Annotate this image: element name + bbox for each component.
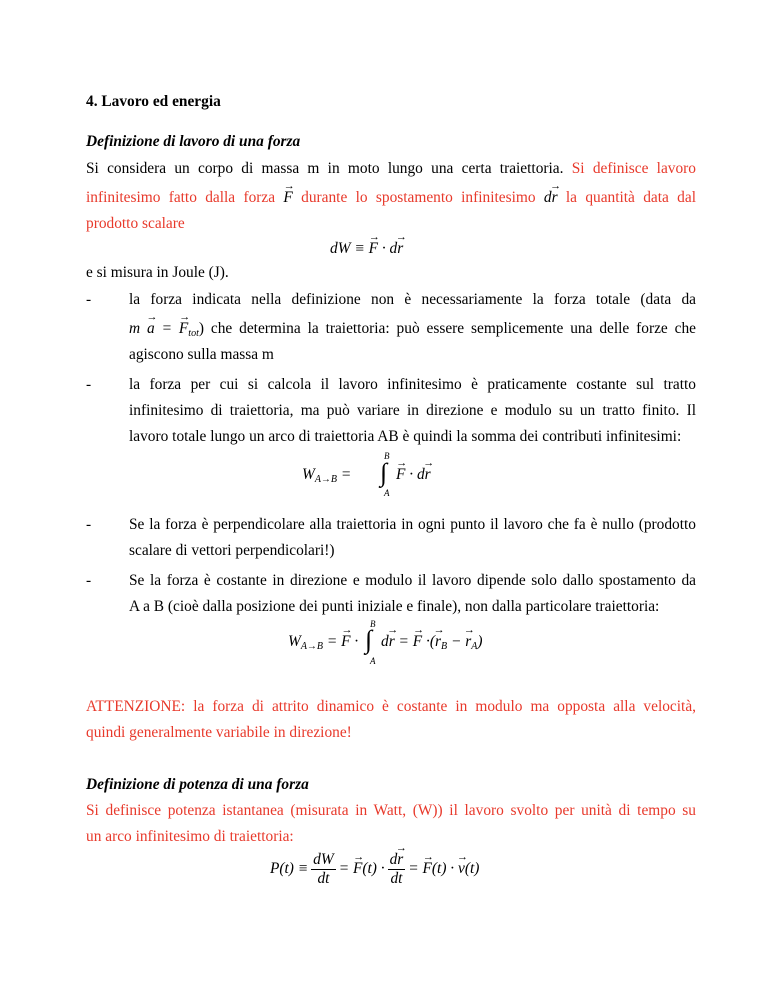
section-title: 4. Lavoro ed energia xyxy=(86,93,221,110)
bullet-2-line2: infinitesimo di traiettoria, ma può variare in direzione e modulo su un tratto finito. Il xyxy=(129,402,696,419)
lavoro-intro-line3: prodotto scalare xyxy=(86,215,185,232)
potenza-line1: Si definisce potenza istantanea (misurata in Watt, (W)) il lavoro svolto per unità di tempo su xyxy=(86,802,696,819)
bullet-4-line2: A a B (cioè dalla posizione dei punti iniziale e finale), non dalla particolare traiettoria: xyxy=(129,598,660,615)
document-page: 4. Lavoro ed energia Definizione di lavoro di una forza Si considera un corpo di massa m in moto lungo una certa traiettoria. Si definisce lavoro infinitesimo fatto dalla forza → F durante lo spostamento infinitesimo d→ r la quantità data dal prodotto scalare dW ≡ → F · d→ r e si misura in Joule (J). - la forza indicata nella definizione non è necessariamente la forza totale (data da m → a = → $F_{tot}$) che determina la traiettoria: può essere semplicemente una delle forze che agiscono sulla massa m - la forza per cui si calcola il lavoro infinitesimo è praticamente costante sul tratto infinitesimo di traiettoria, ma può variare in direzione e modulo su un tratto finito. Il lavoro totale lungo un arco di traiettoria AB è quindi la somma dei contributi infinitesimi: $W_{A\to B}$ = B ∫ A → F · d→ r - Se la forza è perpendicolare alla traiettoria in ogni punto il lavoro che fa è nullo (prodotto scalare di vettori perpendicolari!) - Se la forza è costante in direzione e modulo il lavoro dipende solo dallo spostamento da A a B (cioè dalla posizione dei punti iniziale e finale), non dalla particolare traiettoria: $W_{A\to B}$ = → F · B ∫ A d→ r = → F ·(→ $r_B$ − → $r_A$) ATTENZIONE: la forza di attrito dinamico è costante in modulo ma opposta alla velocità, quindi generalmente variabile in direzione! Definizione di potenza di una forza Si definisce potenza istantanea (misurata in Watt, (W)) il lavoro svolto per unità di tempo su un arco infinitesimo di traiettoria: P(t) ≡ $\frac{dW}{dt}$ = → F(t) · $\frac{d\to r}{dt}$ = → F(t) · → v(t) xyxy=(0,0,768,994)
bullet-1-line1: la forza indicata nella definizione non è necessariamente la forza totale (data da xyxy=(129,291,696,308)
lavoro-intro-line2: infinitesimo fatto dalla forza → F durante lo spostamento infinitesimo d→ r la quantità data dal xyxy=(86,188,696,208)
bullet-3-line1: Se la forza è perpendicolare alla traiettoria in ogni punto il lavoro che fa è nullo (prodotto xyxy=(129,516,696,533)
bullet-1-line2: m → a = → $F_{tot}$) che determina la traiettoria: può essere semplicemente una delle forze che xyxy=(129,319,696,339)
lavoro-intro-line1: Si considera un corpo di massa m in moto lungo una certa traiettoria. Si definisce lavoro xyxy=(86,160,696,177)
bullet-marker: - xyxy=(86,572,92,589)
equation-newton: m → a = → $F_{tot}$ xyxy=(129,320,199,337)
warning-line1: ATTENZIONE: la forza di attrito dinamico è costante in modulo ma opposta alla velocità, xyxy=(86,698,696,715)
equation-power: P(t) ≡ $\frac{dW}{dt}$ = → F(t) · $\frac{d\to r}{dt}$ = → F(t) · → v(t) xyxy=(270,851,479,888)
bullet-4-line1: Se la forza è costante in direzione e modulo il lavoro dipende solo dallo spostamento da xyxy=(129,572,696,589)
bullet-2-line3: lavoro totale lungo un arco di traiettoria AB è quindi la somma dei contributi infinitesimi: xyxy=(129,428,682,445)
potenza-line2: un arco infinitesimo di traiettoria: xyxy=(86,828,294,845)
bullet-3-line2: scalare di vettori perpendicolari!) xyxy=(129,542,335,559)
bullet-2-line1: la forza per cui si calcola il lavoro infinitesimo è praticamente costante sul tratto xyxy=(129,376,696,393)
unit-line: e si misura in Joule (J). xyxy=(86,264,229,281)
bullet-marker: - xyxy=(86,516,92,533)
bullet-marker: - xyxy=(86,291,92,308)
lavoro-heading: Definizione di lavoro di una forza xyxy=(86,133,301,150)
vector-F: → F xyxy=(283,188,292,208)
bullet-marker: - xyxy=(86,376,92,393)
warning-line2: quindi generalmente variabile in direzione! xyxy=(86,724,352,741)
vector-dr: d→ r xyxy=(544,189,558,206)
equation-dw: dW ≡ → F · d→ r xyxy=(330,239,403,259)
bullet-1-line3: agiscono sulla massa m xyxy=(129,346,274,363)
potenza-heading: Definizione di potenza di una forza xyxy=(86,776,309,793)
